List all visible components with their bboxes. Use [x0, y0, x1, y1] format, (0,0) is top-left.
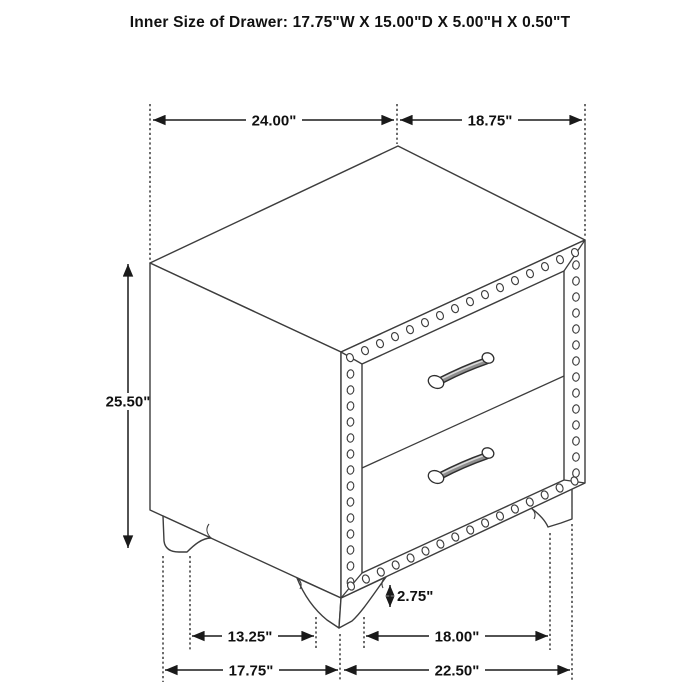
- dimension-top-width: [153, 111, 394, 130]
- dimension-top-depth: [400, 111, 582, 130]
- nailhead-stud: [347, 481, 355, 490]
- nailhead-stud: [347, 545, 355, 554]
- nailhead-stud: [572, 468, 580, 477]
- nailhead-stud: [347, 529, 355, 538]
- nailhead-stud: [347, 433, 355, 442]
- dimension-base-inner-right: [366, 627, 548, 646]
- nailhead-stud: [572, 340, 580, 349]
- dim-overall-height-label: 25.50": [105, 393, 151, 411]
- nightstand-drawing: [150, 146, 585, 628]
- dim-base-inner-right-label: 18.00": [434, 628, 480, 646]
- nailhead-stud: [572, 324, 580, 333]
- nailhead-stud: [572, 420, 580, 429]
- nailhead-stud: [347, 417, 355, 426]
- dim-base-outer-left-label: 17.75": [228, 662, 274, 680]
- nailhead-stud: [572, 436, 580, 445]
- nailhead-stud: [572, 388, 580, 397]
- dimension-leg-height: [390, 585, 433, 607]
- nailhead-stud: [347, 449, 355, 458]
- nailhead-stud: [347, 369, 355, 378]
- dimension-base-inner-left: [192, 627, 314, 646]
- nailhead-stud: [347, 385, 355, 394]
- nailhead-stud: [572, 308, 580, 317]
- dim-top-depth-label: 18.75": [467, 112, 513, 130]
- nailhead-stud: [347, 513, 355, 522]
- nailhead-stud: [572, 404, 580, 413]
- nailhead-stud: [572, 292, 580, 301]
- nailhead-stud: [347, 497, 355, 506]
- nailhead-stud: [572, 372, 580, 381]
- nailhead-stud: [347, 401, 355, 410]
- diagram-title: Inner Size of Drawer: 17.75"W X 15.00"D X 5.00"H X 0.50"T: [129, 14, 571, 31]
- dimension-base-outer-right: [344, 661, 570, 680]
- nailhead-stud: [572, 356, 580, 365]
- dimension-base-outer-left: [165, 661, 338, 680]
- nailhead-stud: [572, 276, 580, 285]
- dim-base-inner-left-label: 13.25": [227, 628, 273, 646]
- dim-top-width-label: 24.00": [251, 112, 297, 130]
- nailhead-stud: [347, 561, 355, 570]
- dim-leg-height-label: 2.75": [397, 588, 434, 605]
- nailhead-stud: [347, 465, 355, 474]
- dim-base-outer-right-label: 22.50": [434, 662, 480, 680]
- dimension-overall-height: [99, 264, 157, 548]
- nailhead-stud: [572, 260, 580, 269]
- nailhead-stud: [572, 452, 580, 461]
